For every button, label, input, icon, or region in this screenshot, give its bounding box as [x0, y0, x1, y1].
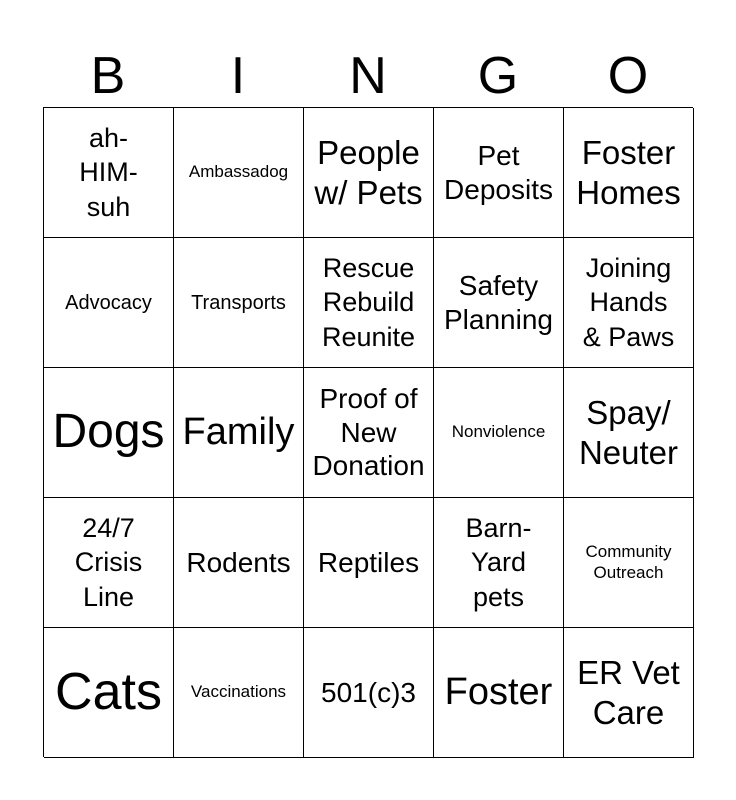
bingo-cell[interactable]: [44, 368, 174, 498]
bingo-cell[interactable]: [304, 108, 434, 238]
cell-text: Transports: [191, 291, 286, 314]
bingo-cell[interactable]: [44, 498, 174, 628]
bingo-cell[interactable]: [174, 238, 304, 368]
cell-text: 24/7 Crisis Line: [74, 512, 143, 612]
bingo-header: [43, 44, 693, 108]
header-letter-i: I: [230, 47, 246, 105]
cell-text: Community Outreach: [585, 542, 672, 582]
header-letter-n: N: [349, 47, 387, 105]
bingo-cell[interactable]: [564, 628, 694, 758]
bingo-cell[interactable]: [174, 108, 304, 238]
cell-text: Dogs: [52, 405, 165, 459]
cell-text: Nonviolence: [451, 422, 546, 442]
bingo-board: [43, 107, 693, 757]
bingo-cell[interactable]: [564, 498, 694, 628]
cell-text: Cats: [55, 662, 162, 721]
cell-text: Vaccinations: [190, 682, 287, 702]
bingo-cell[interactable]: [304, 498, 434, 628]
cell-text: Rodents: [186, 546, 291, 578]
bingo-cell[interactable]: [174, 628, 304, 758]
cell-text: Advocacy: [65, 291, 152, 314]
header-letter-b: B: [90, 47, 126, 105]
cell-text: Proof of New Donation: [312, 383, 425, 482]
cell-text: 501(c)3: [321, 676, 416, 708]
cell-text: Rescue Rebuild Reunite: [321, 252, 416, 352]
bingo-cell[interactable]: [304, 238, 434, 368]
bingo-cell[interactable]: [44, 108, 174, 238]
bingo-cell[interactable]: [304, 368, 434, 498]
bingo-cell[interactable]: [564, 108, 694, 238]
cell-text: ah- HIM- suh: [79, 122, 138, 222]
header-letter-o: O: [607, 47, 649, 105]
header-letter-g: G: [477, 47, 519, 105]
cell-text: Family: [182, 410, 295, 453]
cell-text: Safety Planning: [444, 269, 553, 335]
cell-text: Reptiles: [317, 546, 420, 578]
bingo-cell[interactable]: [44, 238, 174, 368]
cell-text: Spay/ Neuter: [578, 393, 679, 471]
bingo-cell[interactable]: [44, 628, 174, 758]
cell-text: Ambassadog: [188, 162, 289, 182]
bingo-cell[interactable]: [434, 368, 564, 498]
bingo-cell[interactable]: [434, 238, 564, 368]
bingo-cell[interactable]: [174, 368, 304, 498]
cell-text: Foster: [444, 670, 553, 713]
bingo-cell[interactable]: [434, 108, 564, 238]
cell-text: Joining Hands & Paws: [582, 252, 675, 352]
cell-text: Foster Homes: [576, 133, 681, 211]
bingo-cell[interactable]: [564, 368, 694, 498]
bingo-cell[interactable]: [304, 628, 434, 758]
cell-text: People w/ Pets: [314, 133, 423, 211]
bingo-cell[interactable]: [434, 628, 564, 758]
bingo-cell[interactable]: [174, 498, 304, 628]
bingo-cell[interactable]: [564, 238, 694, 368]
cell-text: ER Vet Care: [577, 653, 680, 731]
bingo-cell[interactable]: [434, 498, 564, 628]
cell-text: Pet Deposits: [444, 139, 553, 205]
cell-text: Barn- Yard pets: [465, 512, 532, 612]
